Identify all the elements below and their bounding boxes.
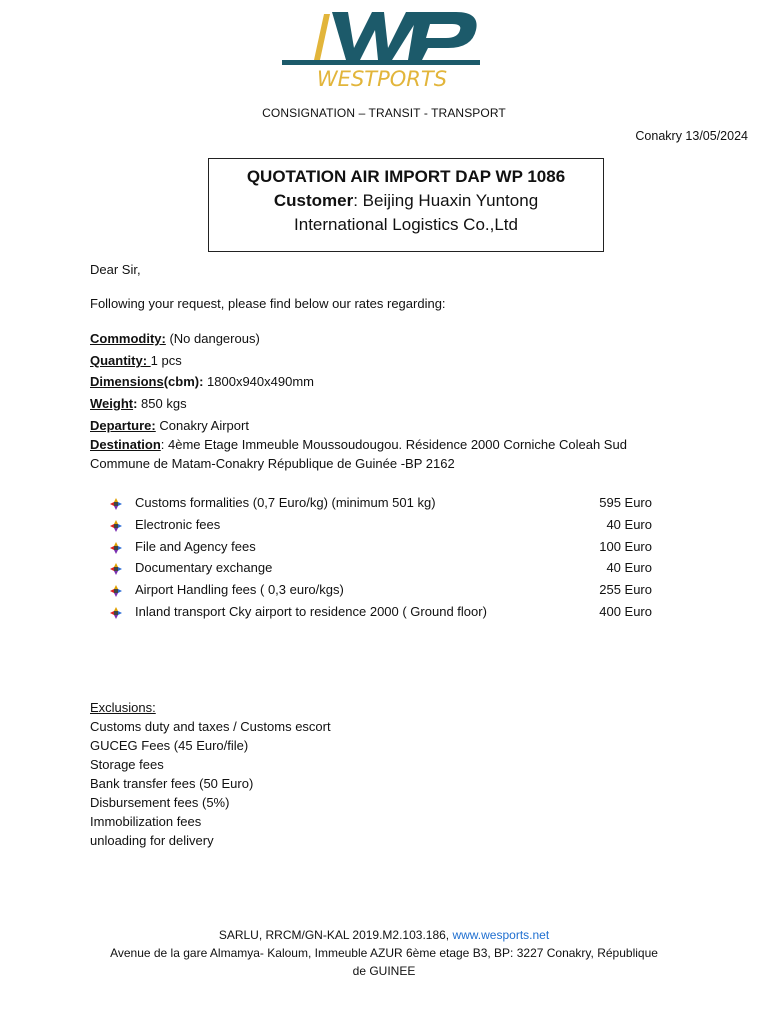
fee-item [110,494,670,516]
exclusion-item: Bank transfer fees (50 Euro) [90,776,254,791]
exclusions-block [90,698,331,850]
fee-amount: 40 Euro [606,560,652,576]
footer [0,926,768,980]
document-date: Conakry 13/05/2024 [635,129,748,143]
footer-line1 [0,926,768,944]
exclusion-item: GUCEG Fees (45 Euro/file) [90,738,249,753]
exclusion-item: unloading for delivery [90,833,214,848]
commodity-value: (No dangerous) [165,331,260,346]
customer-name-line1: Beijing Huaxin Yuntong [362,191,539,210]
footer-address-line1: Avenue de la gare Almamya- Kaloum, Immeuble AZUR 6ème etage B3, BP: 3227 Conakry, République [110,946,658,960]
exclusion-item: Immobilization fees [90,814,202,829]
fee-amount: 40 Euro [606,516,652,532]
exclusions-title: Exclusions: [90,700,156,715]
fee-item [110,603,670,625]
destination-row [90,437,627,452]
bullet-icon [110,520,122,532]
intro-text: Following your request, please find below our rates regarding: [90,296,446,311]
company-tagline: CONSIGNATION – TRANSIT - TRANSPORT [262,106,506,120]
quotation-title: QUOTATION AIR IMPORT DAP WP 1086 [246,167,566,186]
fee-item [110,538,670,560]
dimensions-row [90,374,314,389]
departure-row [90,418,249,433]
dimensions-label: Dimensions [90,374,164,389]
weight-label: Weight [90,396,134,411]
website-link[interactable]: www.wesports.net [452,928,550,942]
fees-list [110,494,670,625]
fee-amount: 400 Euro [599,603,652,619]
exclusion-item: Customs duty and taxes / Customs escort [90,719,331,734]
dimensions-unit: (cbm): [163,374,204,389]
footer-address-line2: de GUINEE [352,964,416,978]
customer-name-line2: International Logistics Co.,Ltd [294,215,518,234]
weight-colon: : [133,396,138,411]
exclusion-item: Disbursement fees (5%) [90,795,230,810]
commodity-label: Commodity: [90,331,166,346]
departure-value: Conakry Airport [155,418,249,433]
fee-amount: 595 Euro [599,495,652,510]
weight-value: 850 kgs [137,396,187,411]
bullet-icon [110,607,122,619]
fee-description: Customs formalities (0,7 Euro/kg) (minimum 501 kg) [135,495,436,510]
bullet-icon [110,585,122,597]
fee-description: Inland transport Cky airport to residence 2000 ( Ground floor) [135,603,487,619]
weight-row [90,396,187,411]
fee-description: Airport Handling fees ( 0,3 euro/kgs) [135,582,344,598]
quantity-label: Quantity: [90,353,151,368]
commodity-row [90,331,260,346]
title-box [208,158,604,252]
fee-description: Electronic fees [135,516,221,532]
bullet-icon [110,498,122,510]
greeting: Dear Sir, [90,262,141,277]
exclusion-item: Storage fees [90,757,164,772]
fee-description: File and Agency fees [135,538,256,554]
fee-item [110,559,670,581]
quantity-row [90,353,182,368]
bullet-icon [110,563,122,575]
westports-logo [280,8,484,92]
fee-item [110,581,670,603]
fee-item [110,516,670,538]
destination-line2: Commune de Matam-Conakry République de Guinée -BP 2162 [90,456,455,471]
dimensions-value: 1800x940x490mm [203,374,314,389]
departure-label: Departure: [90,418,156,433]
customer-label: Customer [273,191,354,210]
customer-separator: : [353,191,363,210]
fee-amount: 100 Euro [599,538,652,554]
destination-value: : 4ème Etage Immeuble Moussoudougou. Résidence 2000 Corniche Coleah Sud [160,437,627,452]
company-registration: SARLU, RRCM/GN-KAL 2019.M2.103.186, [218,928,453,942]
bullet-icon [110,542,122,554]
logo-wordmark: WESTPORTS [316,67,448,91]
fee-description: Documentary exchange [135,560,273,576]
customer-line [209,189,603,237]
fee-amount: 255 Euro [599,582,652,598]
quantity-value: 1 pcs [150,353,182,368]
destination-label: Destination [90,437,161,452]
